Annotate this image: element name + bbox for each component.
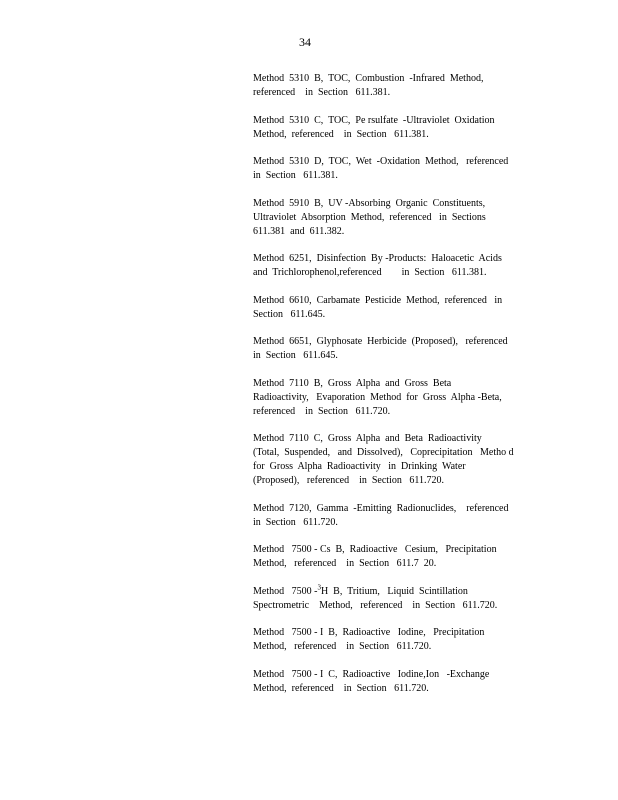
entry-line — [253, 585, 543, 599]
method-entry-6251 — [253, 252, 543, 280]
method-entry-5310d — [253, 155, 543, 183]
entry-line: Method 7500 - I B, Radioactive Iodine, Precipitation — [253, 627, 485, 638]
entry-line: Method 5310 B, TOC, Combustion -Infrared Method, — [253, 73, 484, 84]
method-entry-5310c — [253, 114, 543, 142]
entry-line: Method 5310 C, TOC, Pe rsulfate -Ultraviolet Oxidation — [253, 114, 495, 126]
method-entry-5310b — [253, 72, 543, 100]
entry-line: Ultraviolet Absorption Method, referenced in Sections — [253, 211, 486, 223]
entry-line: (Proposed), referenced in Section 611.720. — [253, 475, 444, 486]
entry-line-prefix: Method 7500 - — [253, 585, 318, 597]
entry-line: Section 611.645. — [253, 308, 326, 320]
method-entry-7500-i-c — [253, 668, 543, 696]
entry-line: in Section 611.720. — [253, 516, 338, 528]
method-entry-5910b — [253, 197, 543, 239]
entry-line: Method 6251, Disinfection By -Products: Haloacetic Acids — [253, 253, 502, 264]
entry-line: referenced in Section 611.381. — [253, 87, 391, 98]
entry-line: Method 7110 C, Gross Alpha and Beta Radioactivity — [253, 433, 482, 444]
method-entry-7110c — [253, 432, 543, 488]
page-number: 34 — [299, 35, 311, 49]
entry-line: Method, referenced in Section 611.381. — [253, 128, 429, 140]
method-entry-7120 — [253, 502, 543, 530]
isotope-superscript: 3 — [317, 583, 321, 592]
entry-line: Method 7110 B, Gross Alpha and Gross Beta — [253, 377, 452, 389]
method-entry-6610 — [253, 294, 543, 322]
entry-line: Method, referenced in Section 611.720. — [253, 682, 429, 694]
method-reference-list — [253, 72, 543, 709]
entry-line: in Section 611.645. — [253, 350, 338, 361]
entry-line: Method 5310 D, TOC, Wet -Oxidation Method, referenced — [253, 156, 509, 167]
entry-line: Method 5910 B, UV -Absorbing Organic Constituents, — [253, 197, 486, 209]
entry-line: Method 7500 - Cs B, Radioactive Cesium, Precipitation — [253, 544, 497, 555]
method-entry-7500-i-b — [253, 626, 543, 654]
entry-line: Method 7500 - I C, Radioactive Iodine,Ion -Exchange — [253, 668, 490, 680]
entry-line: Spectrometric Method, referenced in Section 611.720. — [253, 599, 498, 611]
method-entry-7110b — [253, 377, 543, 419]
method-entry-7500-3h-b — [253, 585, 543, 613]
entry-line: for Gross Alpha Radioactivity in Drinking Water — [253, 461, 466, 472]
entry-line: Method 6651, Glyphosate Herbicide (Proposed), referenced — [253, 336, 508, 347]
entry-line: 611.381 and 611.382. — [253, 225, 345, 237]
entry-line: in Section 611.381. — [253, 170, 338, 181]
entry-line: Method, referenced in Section 611.7 20. — [253, 558, 437, 569]
entry-line: Method, referenced in Section 611.720. — [253, 641, 432, 652]
method-entry-6651 — [253, 335, 543, 363]
method-entry-7500-cs-b — [253, 543, 543, 571]
entry-line-suffix: H B, Tritium, Liquid Scintillation — [320, 585, 468, 597]
entry-line: Method 7120, Gamma -Emitting Radionuclides, referenced — [253, 502, 509, 514]
entry-line: referenced in Section 611.720. — [253, 405, 391, 417]
entry-line: (Total, Suspended, and Dissolved), Coprecipitation Metho d — [253, 447, 514, 458]
entry-line: Method 6610, Carbamate Pesticide Method, referenced in — [253, 294, 503, 306]
entry-line: Radioactivity, Evaporation Method for Gross Alpha -Beta, — [253, 391, 502, 403]
entry-line: and Trichlorophenol,referenced in Section 611.381. — [253, 267, 487, 278]
